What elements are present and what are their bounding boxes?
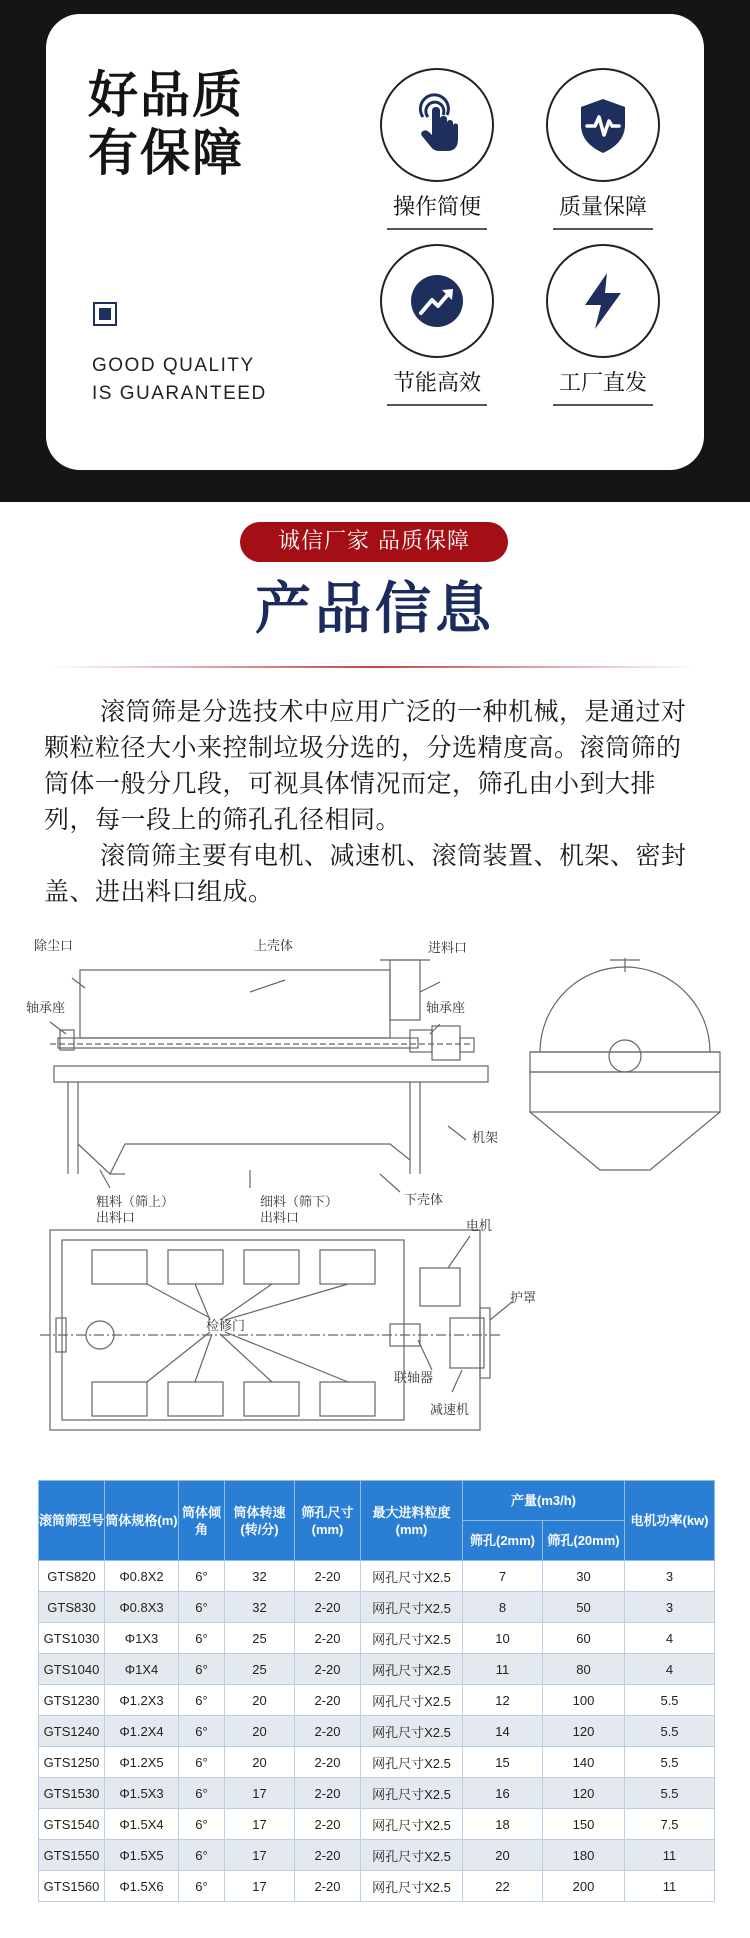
cell-capacity-20mm: 60	[543, 1623, 625, 1654]
cell-capacity-2mm: 12	[463, 1685, 543, 1716]
cell-speed: 20	[225, 1716, 295, 1747]
table-row	[39, 1685, 715, 1716]
cell-capacity-20mm: 50	[543, 1592, 625, 1623]
cell-hole: 2-20	[295, 1871, 361, 1902]
cell-capacity-2mm: 11	[463, 1654, 543, 1685]
feature-label: 节能高效	[392, 371, 481, 396]
table-row	[39, 1623, 715, 1654]
label-bearing-right: 轴承座	[426, 1001, 466, 1016]
cell-speed: 32	[225, 1592, 295, 1623]
cell-angle: 6°	[179, 1654, 225, 1685]
cell-model: GTS1530	[39, 1778, 105, 1809]
table-row	[39, 1561, 715, 1592]
cell-speed: 17	[225, 1840, 295, 1871]
cell-power: 5.5	[625, 1747, 715, 1778]
cell-capacity-20mm: 120	[543, 1778, 625, 1809]
cell-capacity-20mm: 30	[543, 1561, 625, 1592]
table-row	[39, 1654, 715, 1685]
lightning-icon	[571, 269, 635, 333]
cell-model: GTS1230	[39, 1685, 105, 1716]
cell-model: GTS820	[39, 1561, 105, 1592]
cell-capacity-2mm: 20	[463, 1840, 543, 1871]
table-row	[39, 1778, 715, 1809]
square-marker-icon	[93, 302, 117, 326]
table-row	[39, 1716, 715, 1747]
cell-spec: Φ1.5X5	[105, 1840, 179, 1871]
cell-capacity-2mm: 14	[463, 1716, 543, 1747]
hero-card	[46, 14, 704, 470]
slogan-line1: 好品质	[88, 66, 244, 124]
header-capacity-2mm: 筛孔(2mm)	[463, 1521, 543, 1561]
cell-capacity-20mm: 200	[543, 1871, 625, 1902]
header-power: 电机功率(kw)	[625, 1481, 715, 1561]
cell-speed: 17	[225, 1778, 295, 1809]
label-guard: 护罩	[510, 1291, 537, 1306]
cell-capacity-2mm: 16	[463, 1778, 543, 1809]
english-tagline-line2: IS GUARANTEED	[92, 383, 267, 404]
cell-model: GTS830	[39, 1592, 105, 1623]
table-row	[39, 1747, 715, 1778]
cell-maxfeed: 网孔尺寸X2.5	[361, 1871, 463, 1902]
spec-table-body	[39, 1561, 715, 1902]
cell-spec: Φ0.8X3	[105, 1592, 179, 1623]
cell-capacity-20mm: 180	[543, 1840, 625, 1871]
cell-model: GTS1560	[39, 1871, 105, 1902]
header-model: 滚筒筛型号	[39, 1481, 105, 1561]
label-motor: 电机	[466, 1219, 493, 1234]
cell-hole: 2-20	[295, 1778, 361, 1809]
feature-factory-direct	[538, 244, 668, 406]
feature-icon-circle	[380, 68, 494, 182]
feature-easy-operation	[372, 68, 502, 230]
cell-speed: 17	[225, 1809, 295, 1840]
cell-spec: Φ1.5X4	[105, 1809, 179, 1840]
cell-angle: 6°	[179, 1685, 225, 1716]
cell-power: 4	[625, 1623, 715, 1654]
cell-maxfeed: 网孔尺寸X2.5	[361, 1623, 463, 1654]
cell-power: 3	[625, 1592, 715, 1623]
english-tagline-line1: GOOD QUALITY	[92, 355, 255, 376]
cell-power: 5.5	[625, 1685, 715, 1716]
cell-spec: Φ1X3	[105, 1623, 179, 1654]
label-dust-port: 除尘口	[34, 939, 74, 954]
trend-up-icon	[405, 269, 469, 333]
feature-underline	[553, 228, 653, 230]
table-row	[39, 1871, 715, 1902]
header-maxfeed: 最大进料粒度(mm)	[361, 1481, 463, 1561]
label-reducer: 减速机	[430, 1403, 470, 1418]
cell-model: GTS1030	[39, 1623, 105, 1654]
header-angle: 筒体倾角	[179, 1481, 225, 1561]
feature-label: 质量保障	[558, 195, 647, 220]
cell-spec: Φ1.5X6	[105, 1871, 179, 1902]
section-badge: 诚信厂家 品质保障	[240, 522, 508, 562]
label-upper-shell: 上壳体	[254, 939, 294, 954]
table-row	[39, 1809, 715, 1840]
cell-power: 11	[625, 1840, 715, 1871]
cell-angle: 6°	[179, 1592, 225, 1623]
label-fine-1: 细料（筛下）	[260, 1195, 339, 1210]
cell-spec: Φ1.2X4	[105, 1716, 179, 1747]
cell-hole: 2-20	[295, 1592, 361, 1623]
slogan-line2: 有保障	[88, 124, 244, 182]
cell-maxfeed: 网孔尺寸X2.5	[361, 1778, 463, 1809]
cell-model: GTS1250	[39, 1747, 105, 1778]
section-title: 产品信息	[255, 577, 495, 642]
cell-angle: 6°	[179, 1809, 225, 1840]
cell-speed: 25	[225, 1654, 295, 1685]
header-spec: 筒体规格(m)	[105, 1481, 179, 1561]
cell-capacity-20mm: 140	[543, 1747, 625, 1778]
cell-speed: 25	[225, 1623, 295, 1654]
cell-hole: 2-20	[295, 1747, 361, 1778]
table-row	[39, 1592, 715, 1623]
feature-icon-circle	[380, 244, 494, 358]
cell-maxfeed: 网孔尺寸X2.5	[361, 1685, 463, 1716]
cell-spec: Φ1.5X3	[105, 1778, 179, 1809]
feature-label: 操作简便	[392, 195, 481, 220]
cell-angle: 6°	[179, 1778, 225, 1809]
cell-hole: 2-20	[295, 1809, 361, 1840]
cell-capacity-2mm: 15	[463, 1747, 543, 1778]
cell-hole: 2-20	[295, 1623, 361, 1654]
spec-table	[38, 1480, 715, 1902]
cell-capacity-20mm: 120	[543, 1716, 625, 1747]
cell-power: 7.5	[625, 1809, 715, 1840]
cell-capacity-2mm: 10	[463, 1623, 543, 1654]
cell-model: GTS1550	[39, 1840, 105, 1871]
title-divider	[50, 666, 700, 668]
cell-maxfeed: 网孔尺寸X2.5	[361, 1747, 463, 1778]
cell-capacity-2mm: 8	[463, 1592, 543, 1623]
label-lower-shell: 下壳体	[404, 1193, 444, 1208]
cell-spec: Φ0.8X2	[105, 1561, 179, 1592]
cell-angle: 6°	[179, 1716, 225, 1747]
feature-icon-circle	[546, 244, 660, 358]
cell-capacity-2mm: 22	[463, 1871, 543, 1902]
cell-power: 5.5	[625, 1716, 715, 1747]
label-coarse-2: 出料口	[96, 1211, 136, 1226]
cell-hole: 2-20	[295, 1840, 361, 1871]
cell-angle: 6°	[179, 1747, 225, 1778]
feature-icon-circle	[546, 68, 660, 182]
cell-maxfeed: 网孔尺寸X2.5	[361, 1592, 463, 1623]
label-inspection-door: 检修门	[206, 1319, 246, 1334]
cell-capacity-20mm: 100	[543, 1685, 625, 1716]
cell-model: GTS1240	[39, 1716, 105, 1747]
cell-speed: 20	[225, 1747, 295, 1778]
feature-label: 工厂直发	[558, 371, 647, 396]
cell-hole: 2-20	[295, 1716, 361, 1747]
label-coarse-1: 粗料（筛上）	[96, 1195, 175, 1210]
intro-paragraph-1: 滚筒筛是分选技术中应用广泛的一种机械，是通过对颗粒粒径大小来控制垃圾分选的，分选精度高。滚筒筛的筒体一般分几段，可视具体情况而定，筛孔由小到大排列，每一段上的筛孔孔径相同。	[44, 697, 687, 834]
english-tagline	[92, 352, 267, 408]
cell-speed: 32	[225, 1561, 295, 1592]
touch-hand-icon	[405, 93, 469, 157]
feature-underline	[387, 228, 487, 230]
cell-spec: Φ1X4	[105, 1654, 179, 1685]
cell-spec: Φ1.2X3	[105, 1685, 179, 1716]
header-capacity: 产量(m3/h)	[463, 1481, 625, 1521]
cell-maxfeed: 网孔尺寸X2.5	[361, 1809, 463, 1840]
cell-capacity-2mm: 7	[463, 1561, 543, 1592]
label-frame: 机架	[472, 1131, 499, 1146]
cell-speed: 17	[225, 1871, 295, 1902]
cell-capacity-20mm: 150	[543, 1809, 625, 1840]
header-speed: 筒体转速(转/分)	[225, 1481, 295, 1561]
label-fine-2: 出料口	[260, 1211, 300, 1226]
cell-capacity-20mm: 80	[543, 1654, 625, 1685]
cell-capacity-2mm: 18	[463, 1809, 543, 1840]
technical-drawing	[0, 930, 750, 1440]
cell-maxfeed: 网孔尺寸X2.5	[361, 1561, 463, 1592]
label-feed-port: 进料口	[428, 941, 468, 956]
intro-paragraph-2: 滚筒筛主要有电机、减速机、滚筒装置、机架、密封盖、进出料口组成。	[44, 841, 687, 906]
feature-underline	[553, 404, 653, 406]
hero-band	[0, 0, 750, 502]
feature-energy-saving	[372, 244, 502, 406]
cell-power: 11	[625, 1871, 715, 1902]
cell-hole: 2-20	[295, 1685, 361, 1716]
feature-underline	[387, 404, 487, 406]
cell-maxfeed: 网孔尺寸X2.5	[361, 1654, 463, 1685]
cell-angle: 6°	[179, 1840, 225, 1871]
cell-angle: 6°	[179, 1623, 225, 1654]
cell-power: 5.5	[625, 1778, 715, 1809]
label-bearing-left: 轴承座	[26, 1001, 66, 1016]
cell-hole: 2-20	[295, 1654, 361, 1685]
slogan	[88, 66, 244, 182]
cell-model: GTS1040	[39, 1654, 105, 1685]
shield-pulse-icon	[571, 93, 635, 157]
cell-speed: 20	[225, 1685, 295, 1716]
cell-power: 3	[625, 1561, 715, 1592]
cell-angle: 6°	[179, 1561, 225, 1592]
header-hole: 筛孔尺寸(mm)	[295, 1481, 361, 1561]
feature-quality	[538, 68, 668, 230]
header-capacity-20mm: 筛孔(20mm)	[543, 1521, 625, 1561]
cell-hole: 2-20	[295, 1561, 361, 1592]
cell-power: 4	[625, 1654, 715, 1685]
cell-maxfeed: 网孔尺寸X2.5	[361, 1716, 463, 1747]
label-coupling: 联轴器	[394, 1371, 434, 1386]
cell-model: GTS1540	[39, 1809, 105, 1840]
cell-angle: 6°	[179, 1871, 225, 1902]
cell-maxfeed: 网孔尺寸X2.5	[361, 1840, 463, 1871]
cell-spec: Φ1.2X5	[105, 1747, 179, 1778]
table-row	[39, 1840, 715, 1871]
